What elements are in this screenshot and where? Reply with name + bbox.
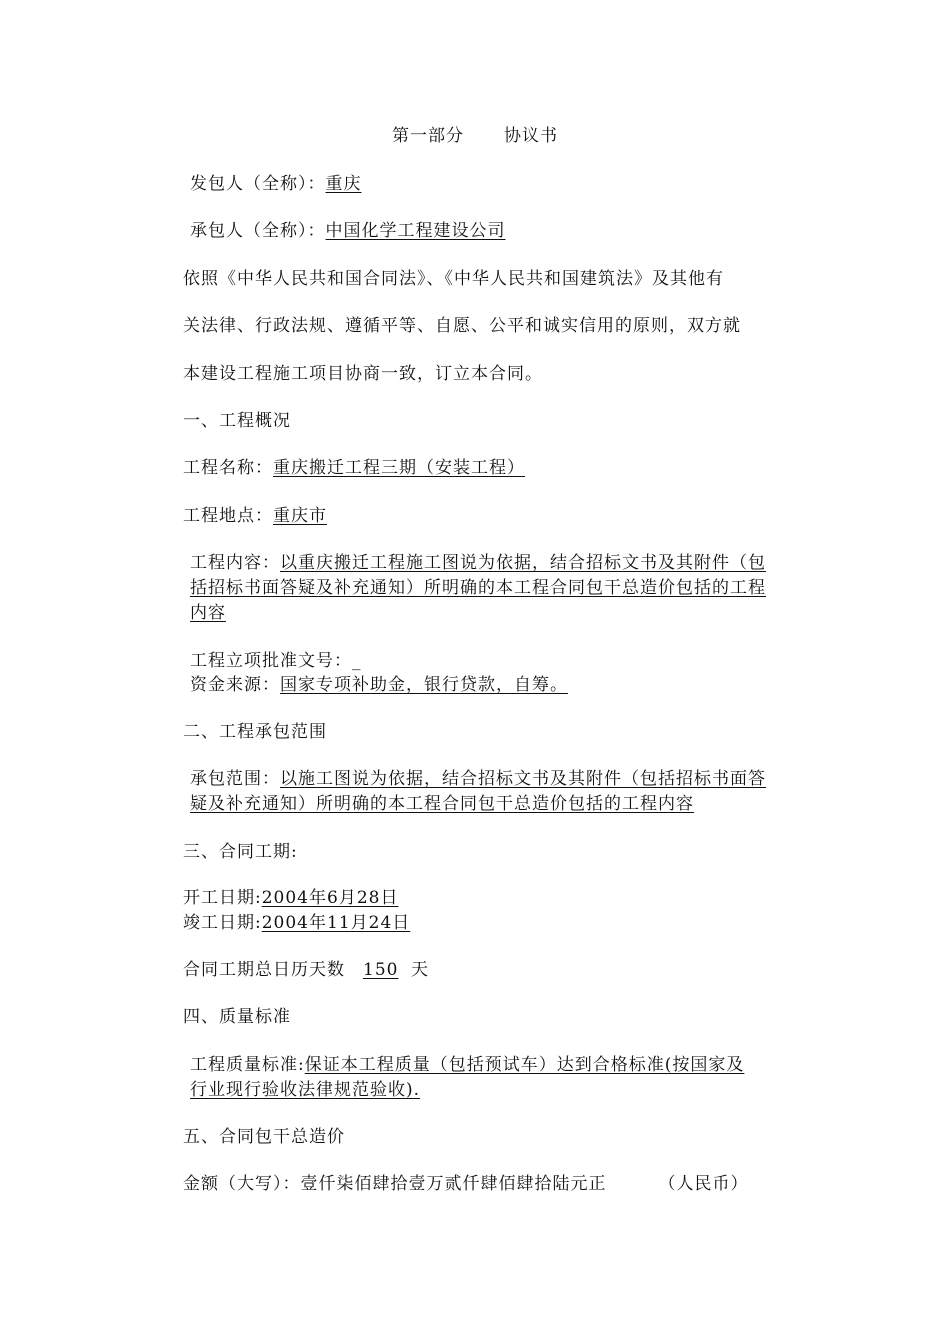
- preamble-line-2: 关法律、行政法规、遵循平等、自愿、公平和诚实信用的原则，双方就: [183, 316, 741, 336]
- project-content-line-3: 内容: [190, 603, 226, 623]
- contractor-label: 承包人（全称）：: [190, 221, 326, 241]
- project-name-value: 重庆搬迁工程三期（安装工程）: [273, 458, 525, 478]
- start-date-label: 开工日期:: [183, 888, 262, 908]
- start-date-line: [183, 886, 398, 910]
- contractor-line: [190, 219, 506, 243]
- section2-heading: 二、工程承包范围: [183, 722, 327, 742]
- preamble-line-1: 依照《中华人民共和国合同法》、《中华人民共和国建筑法》及其他有: [183, 269, 724, 289]
- section3-heading: 三、合同工期:: [183, 842, 298, 862]
- project-content-line-1: [190, 551, 766, 575]
- employer-line: [190, 172, 362, 196]
- project-location-value: 重庆市: [273, 506, 327, 526]
- project-location-label: 工程地点：: [183, 506, 273, 526]
- approval-label: 工程立项批准文号：: [190, 651, 352, 671]
- employer-value: 重庆: [325, 174, 362, 194]
- quality-label: 工程质量标准:: [190, 1055, 305, 1075]
- start-date-value: 2004年6月28日: [261, 888, 399, 908]
- total-days-value: 150: [363, 960, 399, 980]
- funding-label: 资金来源：: [190, 675, 280, 695]
- section1-heading: 一、工程概况: [183, 411, 291, 431]
- quality-value-1: 保证本工程质量（包括预试车）达到合格标准(按国家及: [304, 1055, 745, 1075]
- project-name-line: [183, 456, 525, 480]
- project-content-label: 工程内容：: [190, 553, 280, 573]
- scope-line-2: 疑及补充通知）所明确的本工程合同包干总造价包括的工程内容: [190, 794, 694, 814]
- project-name-label: 工程名称：: [183, 458, 273, 478]
- page-title: [0, 124, 950, 148]
- end-date-label: 竣工日期:: [183, 913, 262, 933]
- quality-line-1: [190, 1053, 744, 1077]
- contractor-value: 中国化学工程建设公司: [325, 221, 506, 241]
- section5-heading: 五、合同包干总造价: [183, 1127, 345, 1147]
- preamble-line-3: 本建设工程施工项目协商一致，订立本合同。: [183, 364, 543, 384]
- employer-label: 发包人（全称）：: [190, 174, 326, 194]
- project-location-line: [183, 504, 327, 528]
- amount-label: 金额（大写）：: [183, 1174, 301, 1194]
- end-date-line: [183, 911, 410, 935]
- title-part: 第一部分: [392, 126, 464, 146]
- section4-heading: 四、质量标准: [183, 1007, 291, 1027]
- project-content-value-1: 以重庆搬迁工程施工图说为依据，结合招标文书及其附件（包: [280, 553, 766, 573]
- currency-label: （人民币）: [658, 1174, 749, 1194]
- total-days-line: [183, 958, 429, 982]
- project-content-line-2: 括招标书面答疑及补充通知）所明确的本工程合同包干总造价包括的工程: [190, 578, 766, 598]
- scope-line-1: [190, 767, 766, 791]
- total-days-unit: 天: [411, 960, 429, 980]
- scope-label: 承包范围：: [190, 769, 280, 789]
- approval-value: _: [352, 651, 362, 671]
- quality-line-2: 行业现行验收法律规范验收).: [190, 1080, 421, 1100]
- amount-value: 壹仟柒佰肆拾壹万贰仟肆佰肆拾陆元正: [300, 1174, 607, 1194]
- end-date-value: 2004年11月24日: [261, 913, 411, 933]
- funding-line: [190, 673, 568, 697]
- scope-value-1: 以施工图说为依据，结合招标文书及其附件（包括招标书面答: [280, 769, 766, 789]
- title-name: 协议书: [504, 126, 558, 146]
- approval-line: [190, 649, 362, 673]
- funding-value: 国家专项补助金，银行贷款，自筹。: [280, 675, 568, 695]
- amount-line: [183, 1172, 749, 1196]
- total-days-label: 合同工期总日历天数: [183, 960, 345, 980]
